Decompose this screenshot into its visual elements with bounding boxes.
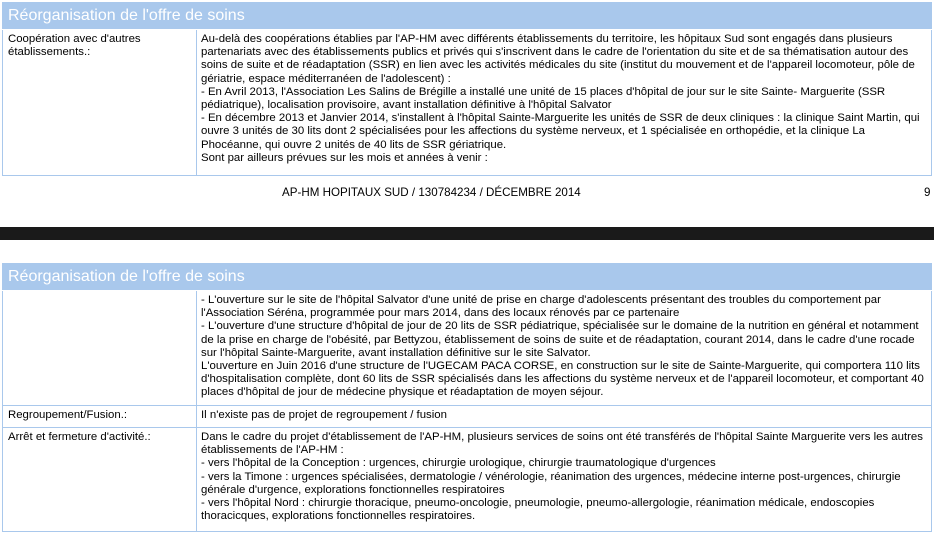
row-content-cooperation: Au-delà des coopérations établies par l'AP-HM avec différents établissements du territoire, les hôpitaux Sud sont engagés dans plusieurs partenariats avec des établissements publics et privés qui s'inscrivent dans le cadre de l'orientation du site et de sa thématisation autour des soins de suite et de réadaptation (SSR) en lien avec les activités médicales du site (institut du mouvement et de l'appareil locomoteur, pôle de gériatrie, espace méditerranéen de l'adolescent) : - En Avril 2013, l'Association Les Salins de Brégille a installé une unité de 15 places d'hôpital de jour sur le site Sainte- Marguerite (SSR pédiatrique), localisation provisoire, avant installation définitive à l'hôpital Salvator - En décembre 2013 et Janvier 2014, s'installent à l'hôpital Sainte-Marguerite les unités de SSR de deux cliniques : la clinique Saint Martin, qui ouvre 3 unités de 30 lits dont 2 spécialisées pour les affections du système nerveux, et 1 spécialisée en orthopédie, et la clinique La Phocéanne, qui ouvre 2 unités de 40 lits de SSR gériatrique. Sont par ailleurs prévues sur les mois et années à venir : (201, 33, 920, 164)
info-table (2, 291, 932, 532)
section-header: Réorganisation de l'offre de soins (2, 2, 932, 29)
row-content-continuation: - L'ouverture sur le site de l'hôpital Salvator d'une unité de prise en charge d'adolescents présentant des troubles du comportement par l'Association Séréna, programmée pour mars 2014, dans des locaux rénovés par ce partenaire - L'ouverture d'une structure d'hôpital de jour de 20 lits de SSR pédiatrique, spécialisée sur le domaine de la nutrition en général et notamment de la prise en charge de l'obésité, par Bettyzou, établissement de soins de suite et de réadaptation, courant 2014, dans le cadre d'une rocade sur l'hôpital Sainte-Marguerite, avant installation définitive sur le site Salvator. L'ouverture en Juin 2016 d'une structure de l'UGECAM PACA CORSE, en construction sur le site de Sainte-Marguerite, qui comportera 110 lits d'hospitalisation complète, dont 60 lits de SSR spécialisés dans les affections du système nerveux et de l'appareil locomoteur, et comportant 40 places d'hôpital de jour de médecine physique et réadaptation de moyen séjour. (201, 294, 924, 399)
document-page-10 (0, 240, 934, 536)
document-page-9 (0, 0, 934, 227)
row-label-continuation (3, 291, 197, 405)
row-label-cooperation: Coopération avec d'autres établissements.: (3, 30, 197, 175)
table-row-continuation (3, 291, 931, 406)
footer-text: AP-HM HOPITAUX SUD / 130784234 / DÉCEMBRE 2014 (282, 186, 581, 199)
page-number: 9 (924, 186, 931, 199)
table-row-cooperation (3, 30, 931, 176)
section-header: Réorganisation de l'offre de soins (2, 263, 932, 290)
row-label-arret: Arrêt et fermeture d'activité.: (3, 428, 197, 531)
row-content-arret: Dans le cadre du projet d'établissement de l'AP-HM, plusieurs services de soins ont été transférés de l'hôpital Sainte Marguerite vers les autres établissements de l'AP-HM : - vers l'hôpital de la Conception : urgences, chirurgie urologique, chirurgie traumatologique d'urgences - vers la Timone : urgences spécialisées, dermatologie / vénérologie, réanimation des urgences, médecine interne post-urgences, chirurgie générale d'urgence, explorations fonctionnelles respiratoires - vers l'hôpital Nord : chirurgie thoracique, pneumo-oncologie, pneumologie, pneumo-allergologie, réanimation médicale, endoscopies thoracicques, explorations fonctionnelles respiratoires. (201, 431, 923, 523)
table-row-arret (3, 428, 931, 532)
page-break-divider (0, 227, 934, 240)
row-label-regroupement: Regroupement/Fusion.: (3, 406, 197, 427)
info-table (2, 30, 932, 176)
table-row-regroupement (3, 406, 931, 428)
row-content-regroupement: Il n'existe pas de projet de regroupement / fusion (201, 409, 447, 421)
